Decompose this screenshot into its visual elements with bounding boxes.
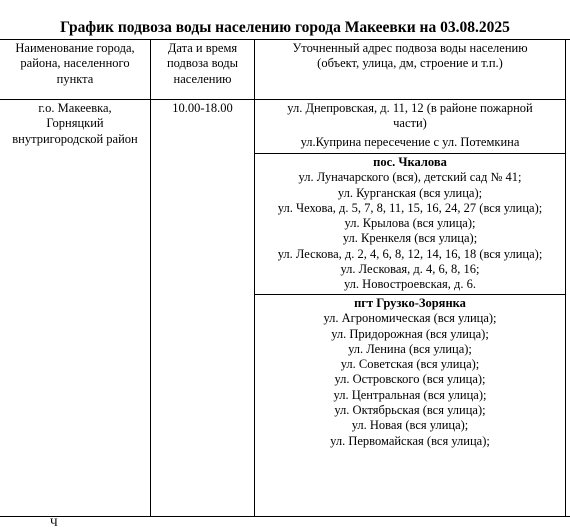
table-right-border [565, 40, 566, 516]
section-divider [254, 294, 566, 295]
address-section-1 [255, 101, 565, 150]
header-line: подвоза воды [166, 56, 239, 71]
footer-text-fragment: Ч [50, 515, 58, 529]
address-line: ул. Лесковая, д. 4, 6, 8, 16; [340, 262, 480, 277]
header-line: пункта [56, 71, 94, 86]
header-divider [0, 99, 566, 100]
header-datetime [151, 41, 254, 87]
locality-line: г.о. Макеевка, [38, 101, 112, 115]
settlement-heading: пгт Грузко-Зорянка [354, 296, 466, 310]
header-line: района, населенного [20, 56, 130, 71]
address-section-3 [255, 296, 565, 449]
cell-time [151, 101, 254, 116]
address-line: ул. Октябрьская (вся улица); [334, 403, 486, 418]
header-line: Дата и время [167, 41, 238, 55]
water-schedule-table [0, 39, 570, 517]
header-address [255, 41, 565, 72]
address-line: ул. Лескова, д. 2, 4, 6, 8, 12, 14, 16, 18 (вся улица); [277, 246, 543, 261]
address-line: ул. Курганская (вся улица); [337, 185, 483, 200]
address-line: ул.Куприна пересечение с ул. Потемкина [300, 134, 520, 149]
address-line: ул. Днепровская, д. 11, 12 (в районе пожарной [287, 101, 533, 115]
address-line: ул. Ленина (вся улица); [348, 341, 472, 356]
header-line: (объект, улица, дм, строение и т.п.) [317, 56, 503, 71]
header-line: Наименование города, [15, 41, 135, 55]
address-line: ул. Первомайская (вся улица); [330, 433, 490, 448]
locality-line: Горняцкий [46, 116, 104, 131]
address-line: ул. Луначарского (вся), детский сад № 41; [298, 170, 522, 185]
address-line: ул. Крылова (вся улица); [344, 216, 476, 231]
delivery-time: 10.00-18.00 [172, 101, 233, 115]
address-line: ул. Агрономическая (вся улица); [323, 311, 497, 326]
address-line: ул. Новая (вся улица); [351, 418, 469, 433]
header-line: населению [173, 71, 232, 86]
header-line: Уточненный адрес подвоза воды населению [292, 41, 528, 55]
page-title: График подвоза воды населению города Макеевки на 03.08.2025 [60, 19, 510, 36]
address-line: ул. Островского (вся улица); [334, 372, 486, 387]
address-line: ул. Советская (вся улица); [340, 357, 480, 372]
address-line: ул. Кренкеля (вся улица); [342, 231, 478, 246]
locality-line: внутригородской район [12, 131, 138, 146]
section-divider [254, 153, 566, 154]
header-locality [0, 41, 150, 87]
cell-locality [0, 101, 150, 147]
address-section-2 [255, 155, 565, 293]
address-line: ул. Новостроевская, д. 6. [343, 277, 476, 292]
address-line: ул. Придорожная (вся улица); [331, 326, 489, 341]
address-line: ул. Центральная (вся улица); [333, 387, 487, 402]
address-line: ул. Чехова, д. 5, 7, 8, 11, 15, 16, 24, 27 (вся улица); [277, 200, 543, 215]
address-line: части) [393, 116, 427, 131]
settlement-heading: пос. Чкалова [373, 155, 447, 169]
